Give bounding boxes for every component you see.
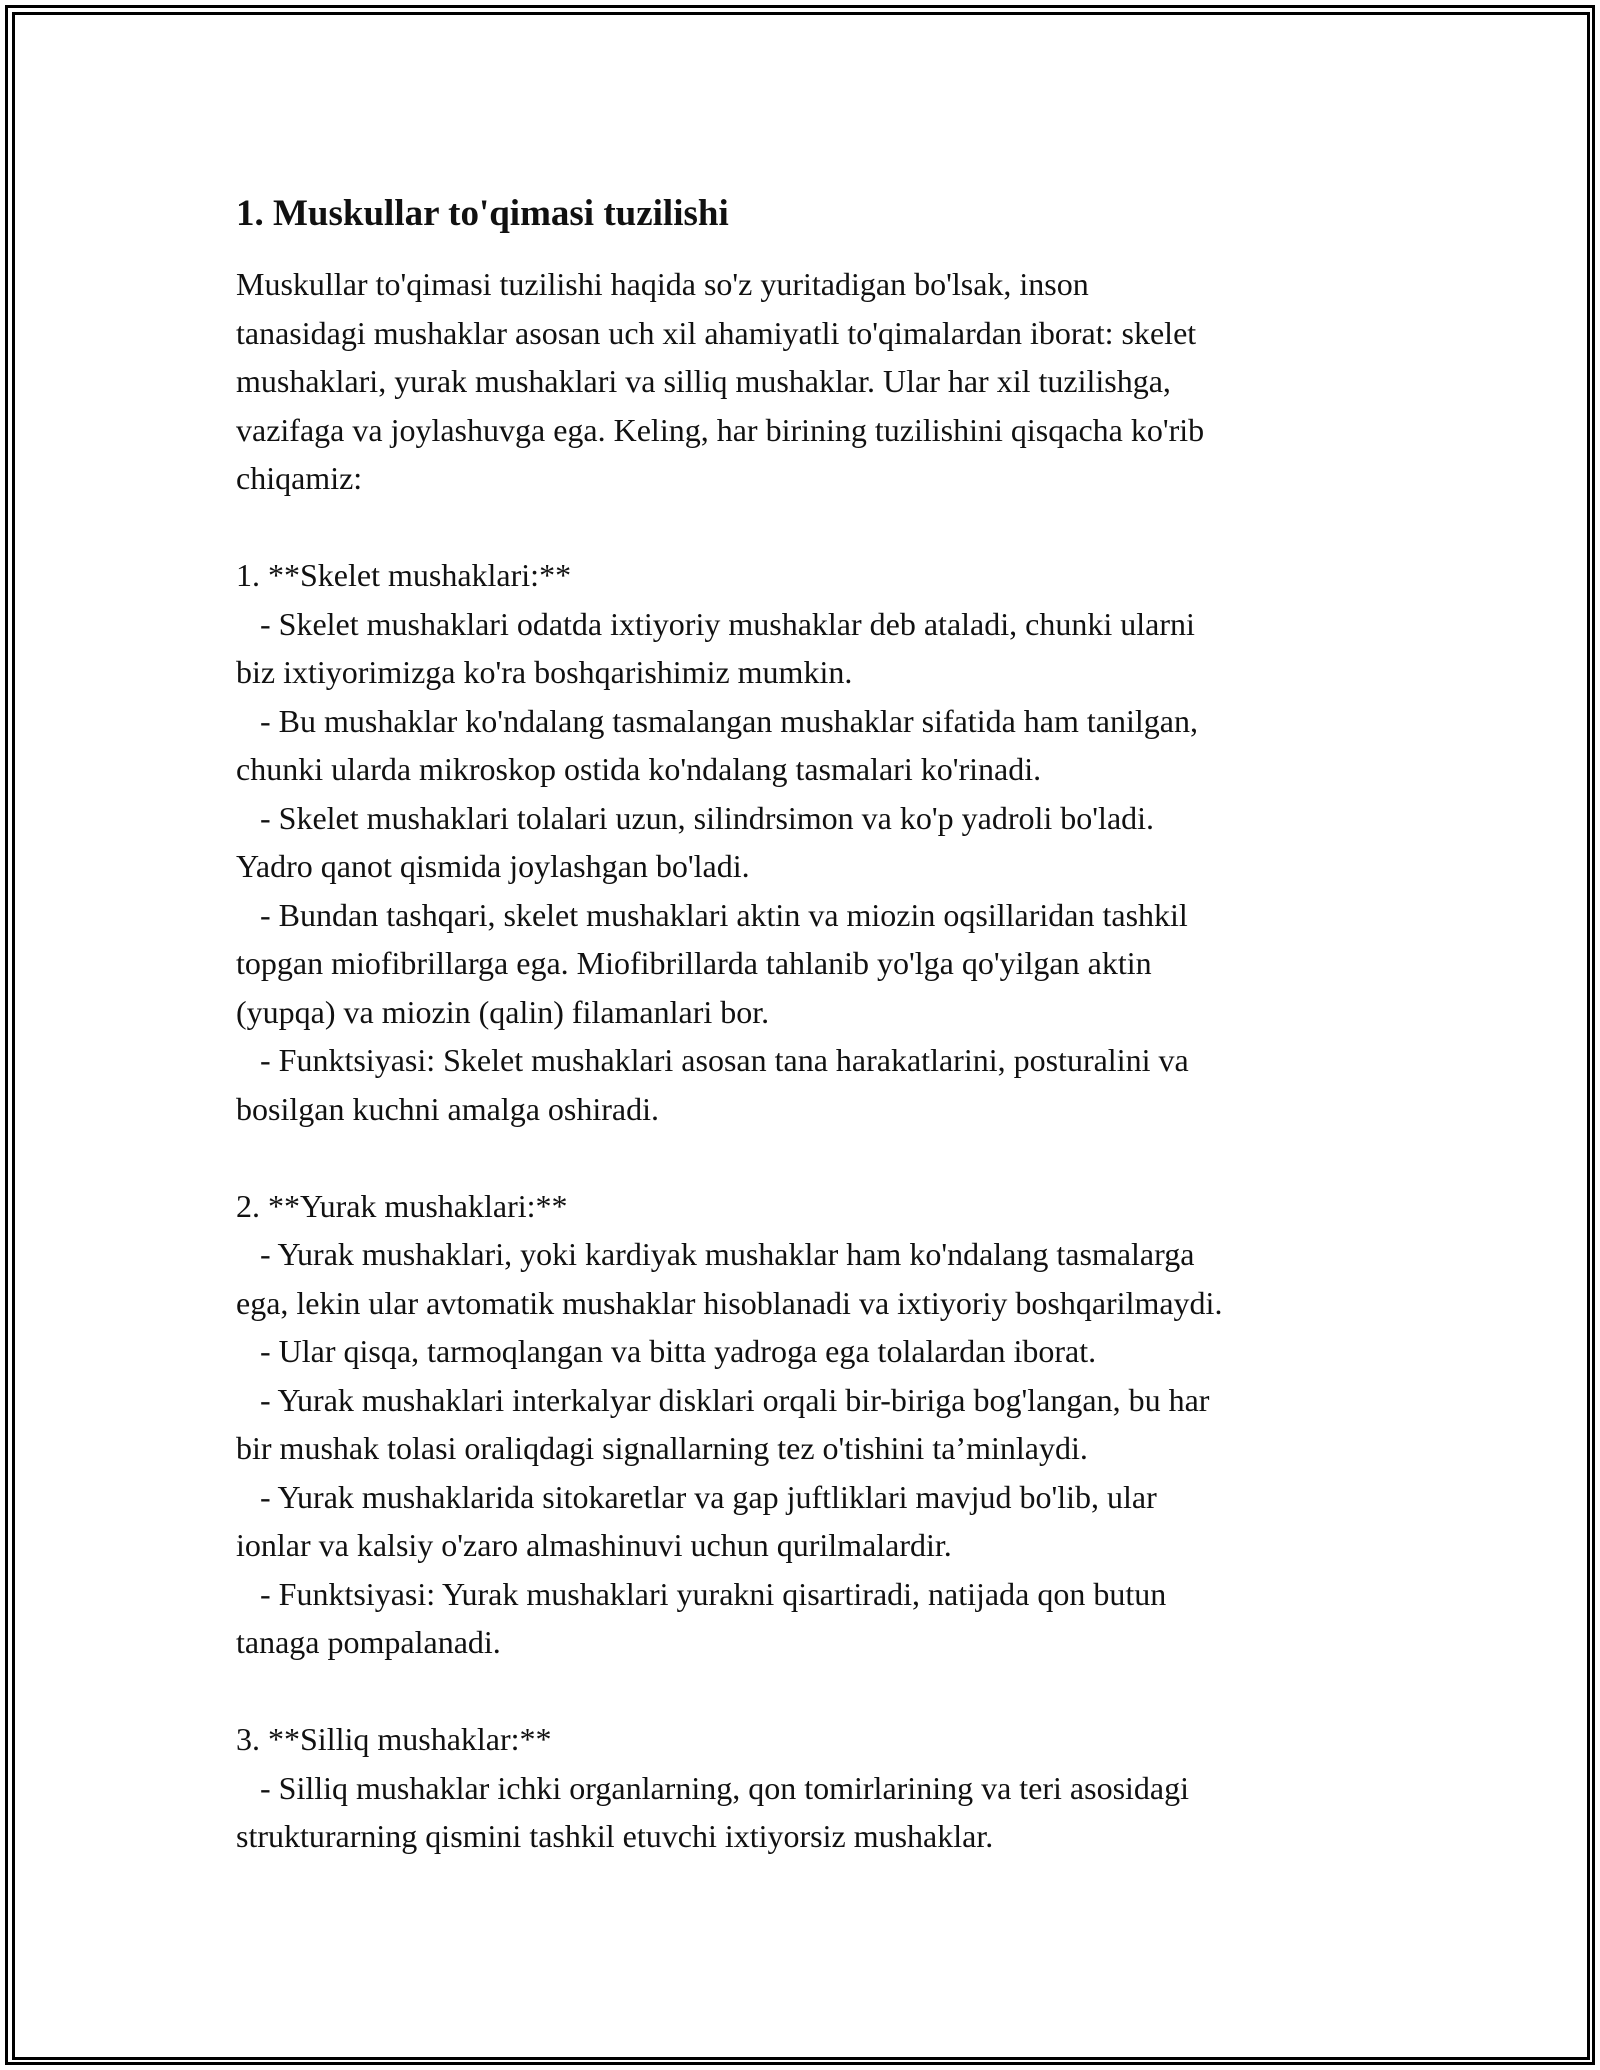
section-line: - Silliq mushaklar ichki organlarning, qon tomirlarining va teri asosidagi bbox=[236, 1769, 1190, 1806]
paragraph-gap bbox=[236, 1133, 1386, 1182]
section-line: - Skelet mushaklari tolalari uzun, silindrsimon va ko'p yadroli bo'ladi. bbox=[236, 799, 1155, 836]
section-line: - Yurak mushaklari interkalyar disklari orqali bir-biriga bog'langan, bu har bbox=[236, 1381, 1210, 1418]
section-line: - Ular qisqa, tarmoqlangan va bitta yadroga ega tolalardan iborat. bbox=[236, 1333, 1097, 1369]
section-line: - Skelet mushaklari odatda ixtiyoriy mushaklar deb ataladi, chunki ularni bbox=[236, 605, 1195, 642]
section-line: - Yurak mushaklarida sitokaretlar va gap juftliklari mavjud bo'lib, ular bbox=[236, 1478, 1157, 1515]
section-skelet bbox=[236, 551, 1386, 1133]
section-line: - Yurak mushaklari, yoki kardiyak mushaklar ham ko'ndalang tasmalarga bbox=[236, 1236, 1195, 1272]
section-line: ega, lekin ular avtomatik mushaklar hisoblanadi va ixtiyoriy boshqarilmaydi. bbox=[236, 1284, 1223, 1321]
intro-line: vazifaga va joylashuvga ega. Keling, har birining tuzilishini qisqacha ko'rib bbox=[236, 411, 1205, 448]
section-line: ionlar va kalsiy o'zaro almashinuvi uchun qurilmalardir. bbox=[236, 1527, 952, 1563]
section-line: - Funktsiyasi: Skelet mushaklari asosan tana harakatlarini, posturalini va bbox=[236, 1042, 1189, 1078]
section-line: chunki ularda mikroskop ostida ko'ndalang tasmalari ko'rinadi. bbox=[236, 751, 1042, 787]
intro-line: tanasidagi mushaklar asosan uch xil ahamiyatli to'qimalardan iborat: skelet bbox=[236, 314, 1197, 351]
section-line: strukturarning qismini tashkil etuvchi ixtiyorsiz mushaklar. bbox=[236, 1818, 994, 1854]
section-line: bir mushak tolasi oraliqdagi signallarning tez o'tishini ta’minlaydi. bbox=[236, 1430, 1088, 1466]
intro-line: Muskullar to'qimasi tuzilishi haqida so'z yuritadigan bo'lsak, inson bbox=[236, 266, 1089, 302]
section-line: Yadro qanot qismida joylashgan bo'ladi. bbox=[236, 848, 750, 884]
section-silliq bbox=[236, 1715, 1386, 1861]
section-line: (yupqa) va miozin (qalin) filamanlari bor. bbox=[236, 993, 770, 1030]
section-line: - Bundan tashqari, skelet mushaklari aktin va miozin oqsillaridan tashkil bbox=[236, 896, 1188, 933]
section-title: 1. **Skelet mushaklari:** bbox=[236, 557, 572, 593]
paragraph-gap bbox=[236, 1667, 1386, 1716]
document-body bbox=[236, 188, 1386, 1861]
paragraph-gap bbox=[236, 503, 1386, 552]
section-line: tanaga pompalanadi. bbox=[236, 1624, 501, 1660]
section-line: topgan miofibrillarga ega. Miofibrillarda tahlanib yo'lga qo'yilgan aktin bbox=[236, 945, 1152, 981]
section-yurak bbox=[236, 1182, 1386, 1667]
section-title: 3. **Silliq mushaklar:** bbox=[236, 1721, 552, 1757]
intro-line: chiqamiz: bbox=[236, 460, 363, 496]
section-line: bosilgan kuchni amalga oshiradi. bbox=[236, 1090, 660, 1127]
document-heading: 1. Muskullar to'qimasi tuzilishi bbox=[236, 193, 729, 234]
intro-paragraph bbox=[236, 260, 1386, 503]
section-line: - Bu mushaklar ko'ndalang tasmalangan mushaklar sifatida ham tanilgan, bbox=[236, 702, 1198, 739]
intro-line: mushaklari, yurak mushaklari va silliq mushaklar. Ular har xil tuzilishga, bbox=[236, 363, 1171, 399]
section-title: 2. **Yurak mushaklari:** bbox=[236, 1187, 568, 1224]
section-line: biz ixtiyorimizga ko'ra boshqarishimiz mumkin. bbox=[236, 654, 853, 690]
section-line: - Funktsiyasi: Yurak mushaklari yurakni qisartiradi, natijada qon butun bbox=[236, 1575, 1167, 1612]
